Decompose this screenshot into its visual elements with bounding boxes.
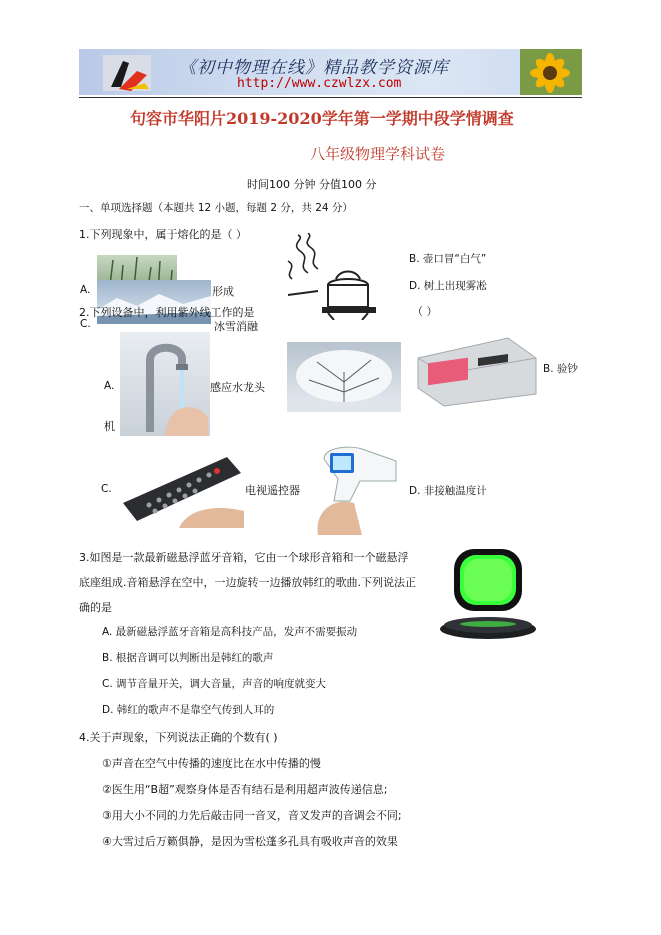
site-logo-icon	[97, 49, 167, 95]
q3-option-c: C. 调节音量开关，调大音量，声音的响度就变大	[102, 678, 327, 690]
q2-option-a-cont: 机	[104, 420, 115, 433]
q2-option-c-label: C.	[101, 483, 112, 495]
exam-title: 句容市华阳片2019-2020学年第一学期中段学情调查	[130, 109, 514, 128]
q4-statement-3: ③用大小不同的力先后敲击同一音叉，音叉发声的音调会不同;	[102, 809, 402, 822]
q2-option-c-text: 电视遥控器	[245, 484, 300, 497]
q2-image-frost-tree	[287, 342, 401, 412]
q3-stem-line2: 底座组成.音箱悬浮在空中，一边旋转一边播放韩红的歌曲.下列说法正	[79, 576, 416, 589]
q2-option-a-text: 感应水龙头	[210, 381, 265, 394]
q2-image-remote-control	[119, 447, 244, 528]
exam-subtitle: 八年级物理学科试卷	[310, 145, 446, 163]
sunflower-icon	[520, 49, 582, 95]
q1-option-c-label: C.	[80, 318, 91, 330]
section-heading: 一、单项选择题（本题共 12 小题，每题 2 分，共 24 分）	[79, 202, 353, 214]
q3-option-a: A. 最新磁悬浮蓝牙音箱是高科技产品，发声不需要振动	[102, 626, 358, 638]
banner-url-link[interactable]: http://www.czwlzx.com	[237, 76, 402, 91]
q2-option-d: D. 非接触温度计	[409, 485, 487, 497]
q1-option-a-label: A.	[80, 284, 91, 296]
q1-stem: 1.下列现象中，属于熔化的是（ ）	[79, 228, 247, 241]
q2-option-a-label: A.	[104, 380, 115, 392]
q1-option-b: B. 壶口冒“白气”	[409, 253, 487, 265]
exam-meta: 时间100 分钟 分值100 分	[247, 178, 377, 191]
banner-title: 《初中物理在线》精品教学资源库	[179, 58, 449, 78]
q2-image-money-detector	[408, 328, 540, 408]
q3-image-levitating-speaker	[438, 547, 538, 641]
banner-divider	[79, 97, 582, 98]
q4-statement-2: ②医生用“B超”观察身体是否有结石是利用超声波传递信息;	[102, 783, 388, 796]
q4-statement-4: ④大雪过后万籁俱静，是因为雪松蓬多孔具有吸收声音的效果	[102, 835, 398, 848]
q1-image-kettle	[278, 233, 396, 320]
q4-statement-1: ①声音在空气中传播的速度比在水中传播的慢	[102, 757, 321, 770]
q1-option-c-text: 冰雪消融	[214, 320, 258, 333]
q3-option-d: D. 韩红的歌声不是靠空气传到人耳的	[102, 704, 275, 716]
q2-stem: 2.下列设备中，利用紫外线工作的是	[79, 306, 255, 319]
header-banner	[79, 49, 582, 95]
q2-option-b: B. 验钞	[543, 363, 578, 375]
q4-stem: 4.关于声现象，下列说法正确的个数有( )	[79, 731, 278, 744]
q3-stem-line1: 3.如图是一款最新磁悬浮蓝牙音箱，它由一个球形音箱和一个磁悬浮	[79, 551, 409, 564]
q2-image-ir-thermometer	[310, 441, 402, 535]
q3-option-b: B. 根据音调可以判断出是韩红的歌声	[102, 652, 274, 664]
q1-option-a-text: 形成	[212, 285, 234, 298]
q2-paren: （ ）	[412, 305, 438, 318]
q1-option-d: D. 树上出现雾凇	[409, 280, 487, 292]
q2-image-faucet	[120, 332, 210, 436]
q3-stem-line3: 确的是	[79, 601, 112, 614]
